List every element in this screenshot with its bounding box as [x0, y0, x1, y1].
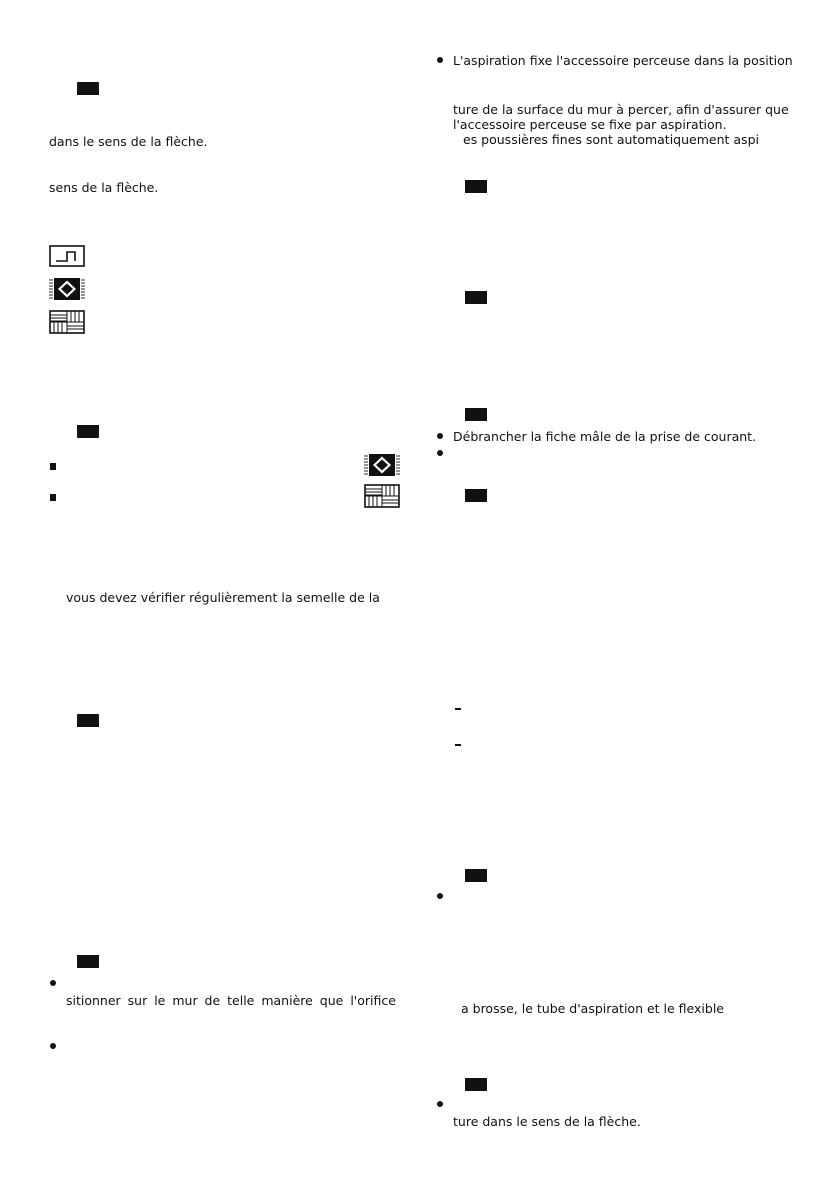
bullet-square	[50, 494, 56, 501]
diamond-icon	[49, 277, 85, 301]
dash-marker	[455, 744, 461, 746]
text-line: Débrancher la fiche mâle de la prise de courant.	[453, 429, 757, 444]
hint-marker	[465, 869, 487, 882]
text-line: L'aspiration fixe l'accessoire perceuse dans la position	[453, 53, 793, 68]
text-line: sitionner sur le mur de telle manière que l'orifice	[66, 993, 396, 1008]
bullet-dot	[437, 1101, 443, 1107]
hint-marker	[77, 425, 99, 438]
hint-marker	[465, 489, 487, 502]
bullet-dot	[437, 57, 443, 63]
bullet-dot	[50, 1043, 56, 1049]
hint-marker	[465, 180, 487, 193]
hint-marker	[465, 291, 487, 304]
bullet-dot	[437, 450, 443, 456]
bullet-square	[50, 463, 56, 470]
diamond-icon	[364, 453, 400, 477]
parquet-icon	[364, 484, 400, 508]
dash-marker	[455, 708, 461, 710]
text-line: a brosse, le tube d'aspiration et le flexible	[461, 1001, 724, 1016]
text-line: l'accessoire perceuse se fixe par aspiration.	[453, 117, 727, 132]
step-icon	[49, 245, 85, 267]
text-line: sens de la flèche.	[49, 180, 159, 195]
text-line: es poussières fines sont automatiquement aspi	[463, 132, 759, 147]
bullet-dot	[437, 893, 443, 899]
hint-marker	[465, 408, 487, 421]
text-line: ture de la surface du mur à percer, afin d'assurer que	[453, 102, 789, 117]
hint-marker	[77, 955, 99, 968]
hint-marker	[77, 82, 99, 95]
parquet-icon	[49, 310, 85, 334]
hint-marker	[77, 714, 99, 727]
text-line: vous devez vérifier régulièrement la semelle de la	[66, 590, 380, 605]
text-line: ture dans le sens de la flèche.	[453, 1114, 641, 1129]
hint-marker	[465, 1078, 487, 1091]
bullet-dot	[437, 433, 443, 439]
text-line: dans le sens de la flèche.	[49, 134, 208, 149]
bullet-dot	[50, 980, 56, 986]
